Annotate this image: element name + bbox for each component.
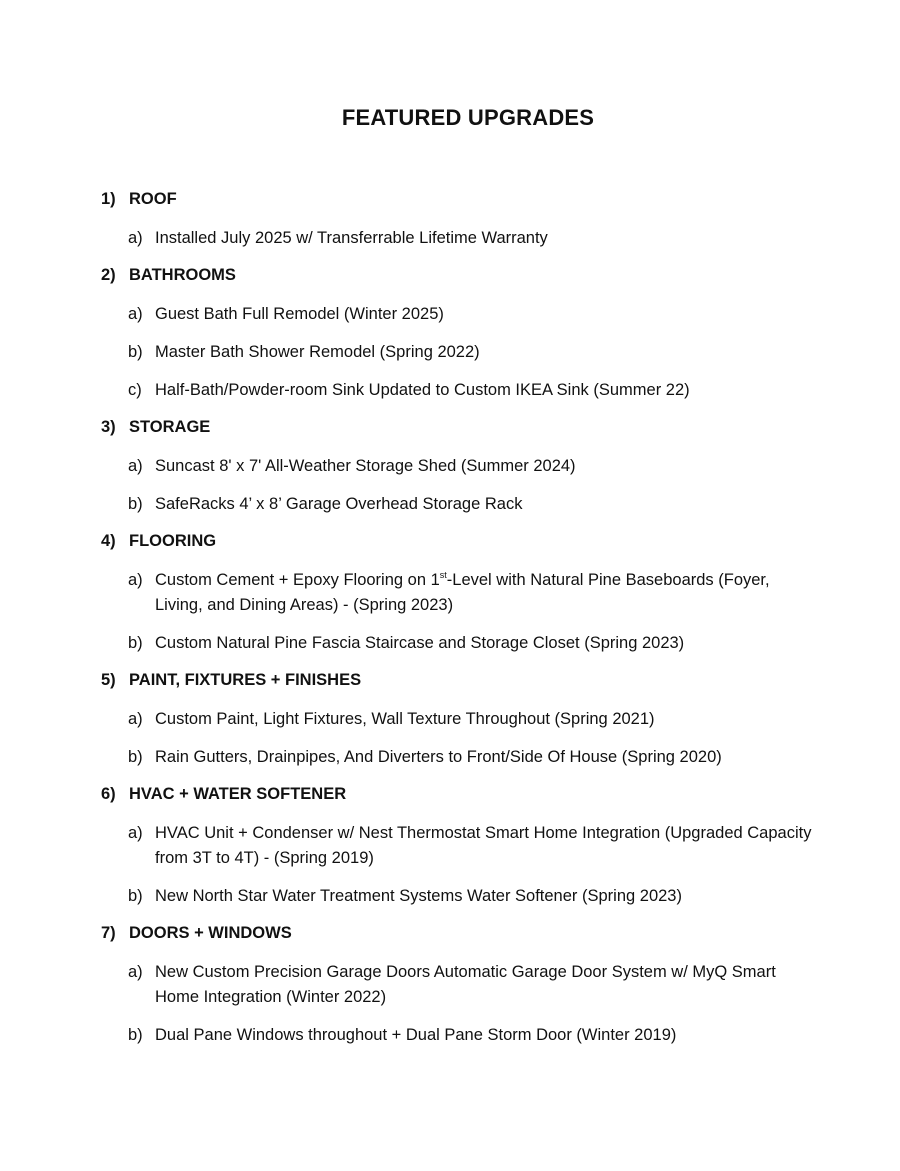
section-items [128, 454, 821, 517]
list-item [128, 1023, 821, 1048]
section-title: FLOORING [129, 532, 217, 550]
list-item [128, 631, 821, 656]
section-number: 6) [101, 785, 116, 803]
item-text-start: Custom Cement + Epoxy Flooring on 1 [155, 571, 440, 589]
item-letter: b) [128, 495, 143, 513]
section-items [128, 707, 821, 770]
section-paint-fixtures-finishes [101, 669, 821, 770]
section-number: 7) [101, 924, 116, 942]
list-item [128, 226, 821, 251]
section-title: PAINT, FIXTURES + FINISHES [129, 671, 362, 689]
item-text: Dual Pane Windows throughout + Dual Pane Storm Door (Winter 2019) [155, 1026, 677, 1044]
item-letter: a) [128, 571, 143, 589]
list-item [128, 568, 821, 618]
item-text: Suncast 8' x 7' All-Weather Storage Shed (Summer 2024) [155, 457, 576, 475]
list-item [128, 960, 821, 1010]
list-item [128, 454, 821, 479]
item-text: Custom Paint, Light Fixtures, Wall Texture Throughout (Spring 2021) [155, 710, 655, 728]
section-heading [101, 669, 821, 691]
section-title: STORAGE [129, 418, 211, 436]
item-text: Installed July 2025 w/ Transferrable Lifetime Warranty [155, 229, 548, 247]
item-letter: b) [128, 887, 143, 905]
list-item [128, 821, 821, 871]
upgrade-list [101, 188, 821, 1061]
section-number: 4) [101, 532, 116, 550]
item-text: Custom Natural Pine Fascia Staircase and Storage Closet (Spring 2023) [155, 634, 685, 652]
section-items [128, 302, 821, 403]
list-item [128, 745, 821, 770]
section-title: BATHROOMS [129, 266, 236, 284]
item-text: Guest Bath Full Remodel (Winter 2025) [155, 305, 444, 323]
item-text: New North Star Water Treatment Systems Water Softener (Spring 2023) [155, 887, 682, 905]
section-title: HVAC + WATER SOFTENER [129, 785, 347, 803]
list-item [128, 340, 821, 365]
item-text: New Custom Precision Garage Doors Automatic Garage Door System w/ MyQ Smart Home Integration (Winter 2022) [155, 963, 776, 1006]
item-letter: b) [128, 343, 143, 361]
section-items [128, 226, 821, 251]
section-number: 3) [101, 418, 116, 436]
item-text: Rain Gutters, Drainpipes, And Diverters to Front/Side Of House (Spring 2020) [155, 748, 722, 766]
section-number: 1) [101, 190, 116, 208]
list-item [128, 378, 821, 403]
section-hvac-water-softener [101, 783, 821, 909]
section-heading [101, 530, 821, 552]
section-storage [101, 416, 821, 517]
item-text: SafeRacks 4’ x 8’ Garage Overhead Storage Rack [155, 495, 523, 513]
section-bathrooms [101, 264, 821, 403]
item-letter: b) [128, 634, 143, 652]
item-letter: a) [128, 457, 143, 475]
item-letter: b) [128, 1026, 143, 1044]
section-number: 5) [101, 671, 116, 689]
section-heading [101, 783, 821, 805]
section-heading [101, 264, 821, 286]
section-items [128, 960, 821, 1048]
section-title: ROOF [129, 190, 177, 208]
item-text [155, 568, 821, 618]
item-text: Half-Bath/Powder-room Sink Updated to Custom IKEA Sink (Summer 22) [155, 381, 690, 399]
list-item [128, 492, 821, 517]
item-letter: a) [128, 710, 143, 728]
section-items [128, 821, 821, 909]
section-title: DOORS + WINDOWS [129, 924, 292, 942]
item-letter: c) [128, 381, 142, 399]
section-number: 2) [101, 266, 116, 284]
list-item [128, 707, 821, 732]
item-letter: b) [128, 748, 143, 766]
item-letter: a) [128, 229, 143, 247]
list-item [128, 302, 821, 327]
item-letter: a) [128, 305, 143, 323]
item-letter: a) [128, 824, 143, 842]
section-heading [101, 416, 821, 438]
section-roof [101, 188, 821, 251]
section-items [128, 568, 821, 656]
list-item [128, 884, 821, 909]
ordinal-suffix: st [439, 569, 447, 580]
item-text: Master Bath Shower Remodel (Spring 2022) [155, 343, 480, 361]
item-text: HVAC Unit + Condenser w/ Nest Thermostat Smart Home Integration (Upgraded Capacity from 3T to 4T) - (Spring 2019) [155, 824, 812, 867]
section-flooring [101, 530, 821, 656]
item-letter: a) [128, 963, 143, 981]
page-title: FEATURED UPGRADES [341, 105, 595, 130]
section-heading [101, 188, 821, 210]
section-heading [101, 922, 821, 944]
item-text-end: -Level with Natural Pine Baseboards (Foyer, Living, and Dining Areas) - (Spring 2023) [155, 571, 770, 614]
section-doors-windows [101, 922, 821, 1048]
